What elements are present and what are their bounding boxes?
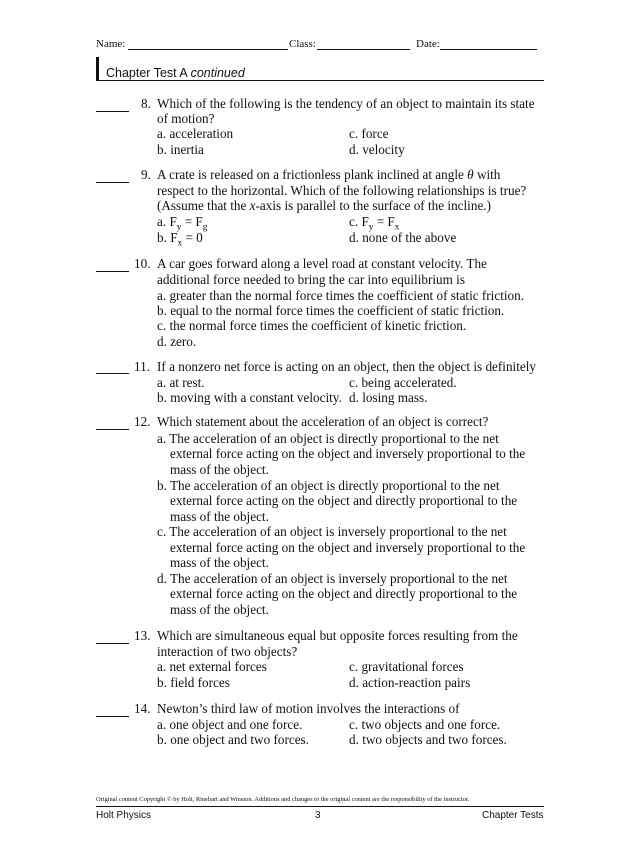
choice-b-text: mass of the object. — [170, 509, 269, 524]
footer-left: Holt Physics — [96, 810, 152, 821]
question-text: (Assume that the x-axis is parallel to the surface of the incline.) — [157, 198, 491, 213]
name-field[interactable] — [128, 48, 288, 50]
choice-c[interactable]: c. two objects and one force. — [349, 717, 501, 732]
question-text: A car goes forward along a level road at constant velocity. The — [157, 256, 487, 271]
choice-d[interactable]: d. The acceleration of an object is inversely proportional to the net — [157, 571, 508, 586]
choice-b[interactable]: b. equal to the normal force times the coefficient of static friction. — [157, 303, 505, 318]
choice-d[interactable]: d. none of the above — [349, 230, 457, 245]
choice-a[interactable]: a. one object and one force. — [157, 717, 303, 732]
choice-b[interactable]: b. one object and two forces. — [157, 732, 309, 747]
question-text: of motion? — [157, 111, 215, 126]
choice-b[interactable]: b. inertia — [157, 142, 204, 157]
question-text: respect to the horizontal. Which of the following relationships is true? — [157, 183, 527, 198]
class-field[interactable] — [317, 48, 410, 50]
choice-d-text: external force acting on the object and directly proportional to the — [170, 586, 518, 601]
question-number: 12. — [134, 414, 151, 429]
chapter-rule — [96, 80, 544, 81]
choice-a[interactable]: a. acceleration — [157, 126, 234, 141]
choice-c[interactable]: c. the normal force times the coefficient of kinetic friction. — [157, 318, 467, 333]
choice-d[interactable]: d. velocity — [349, 142, 405, 157]
choice-a[interactable]: a. The acceleration of an object is directly proportional to the net — [157, 431, 499, 446]
choice-a[interactable]: a. $F_y = F_g$ — [157, 214, 208, 232]
question-number: 11. — [134, 359, 150, 374]
question-number: 8. — [141, 96, 151, 111]
choice-d[interactable]: d. two objects and two forces. — [349, 732, 507, 747]
question-text: If a nonzero net force is acting on an object, then the object is definitely — [157, 359, 536, 374]
question-text: Which of the following is the tendency of an object to maintain its state — [157, 96, 535, 111]
answer-blank-13[interactable] — [96, 642, 129, 644]
choice-c[interactable]: c. being accelerated. — [349, 375, 457, 390]
choice-a[interactable]: a. greater than the normal force times the coefficient of static friction. — [157, 288, 525, 303]
choice-a[interactable]: a. at rest. — [157, 375, 205, 390]
choice-a[interactable]: a. net external forces — [157, 659, 267, 674]
choice-b[interactable]: b. field forces — [157, 675, 230, 690]
answer-blank-10[interactable] — [96, 270, 129, 272]
question-text: Newton’s third law of motion involves the interactions of — [157, 701, 460, 716]
copyright-notice: Original content Copyright © by Holt, Rinehart and Winston. Additions and changes to the original content are the responsibility of the instructor. — [96, 796, 470, 803]
choice-d[interactable]: d. losing mass. — [349, 390, 428, 405]
choice-d-text: mass of the object. — [170, 602, 269, 617]
question-number: 9. — [141, 167, 151, 182]
question-text: interaction of two objects? — [157, 644, 298, 659]
footer-rule — [96, 806, 544, 807]
question-text: additional force needed to bring the car into equilibrium is — [157, 272, 465, 287]
choice-a-text: mass of the object. — [170, 462, 269, 477]
question-number: 10. — [134, 256, 151, 271]
choice-c-text: mass of the object. — [170, 555, 269, 570]
choice-d[interactable]: d. action-reaction pairs — [349, 675, 471, 690]
question-text: Which statement about the acceleration of an object is correct? — [157, 414, 489, 429]
chapter-bar — [96, 57, 99, 80]
chapter-continued: continued — [190, 66, 245, 80]
choice-b[interactable]: b. $F_x = 0$ — [157, 230, 203, 248]
date-label: Date: — [416, 38, 440, 50]
footer-right: Chapter Tests — [482, 810, 544, 821]
choice-c-text: external force acting on the object and inversely proportional to the — [170, 540, 526, 555]
choice-c[interactable]: c. force — [349, 126, 389, 141]
answer-blank-12[interactable] — [96, 428, 129, 430]
chapter-title: Chapter Test A — [106, 66, 188, 80]
choice-c[interactable]: c. gravitational forces — [349, 659, 464, 674]
name-label: Name: — [96, 38, 126, 50]
choice-c[interactable]: c. $F_y = F_x$ — [349, 214, 400, 232]
choice-d[interactable]: d. zero. — [157, 334, 197, 349]
answer-blank-14[interactable] — [96, 715, 129, 717]
page-number: 3 — [315, 810, 321, 821]
answer-blank-8[interactable] — [96, 110, 129, 112]
date-field[interactable] — [440, 48, 537, 50]
choice-b-text: external force acting on the object and directly proportional to the — [170, 493, 518, 508]
question-number: 14. — [134, 701, 151, 716]
choice-c[interactable]: c. The acceleration of an object is inversely proportional to the net — [157, 524, 507, 539]
chapter-heading — [106, 66, 245, 80]
question-text: Which are simultaneous equal but opposite forces resulting from the — [157, 628, 518, 643]
theta-symbol: θ — [467, 167, 474, 182]
choice-b[interactable]: b. moving with a constant velocity. — [157, 390, 342, 405]
question-number: 13. — [134, 628, 151, 643]
question-text: A crate is released on a frictionless plank inclined at angle θ with — [157, 167, 501, 182]
answer-blank-9[interactable] — [96, 181, 129, 183]
answer-blank-11[interactable] — [96, 372, 129, 374]
choice-a-text: external force acting on the object and inversely proportional to the — [170, 446, 526, 461]
class-label: Class: — [289, 38, 316, 50]
choice-b[interactable]: b. The acceleration of an object is directly proportional to the net — [157, 478, 500, 493]
